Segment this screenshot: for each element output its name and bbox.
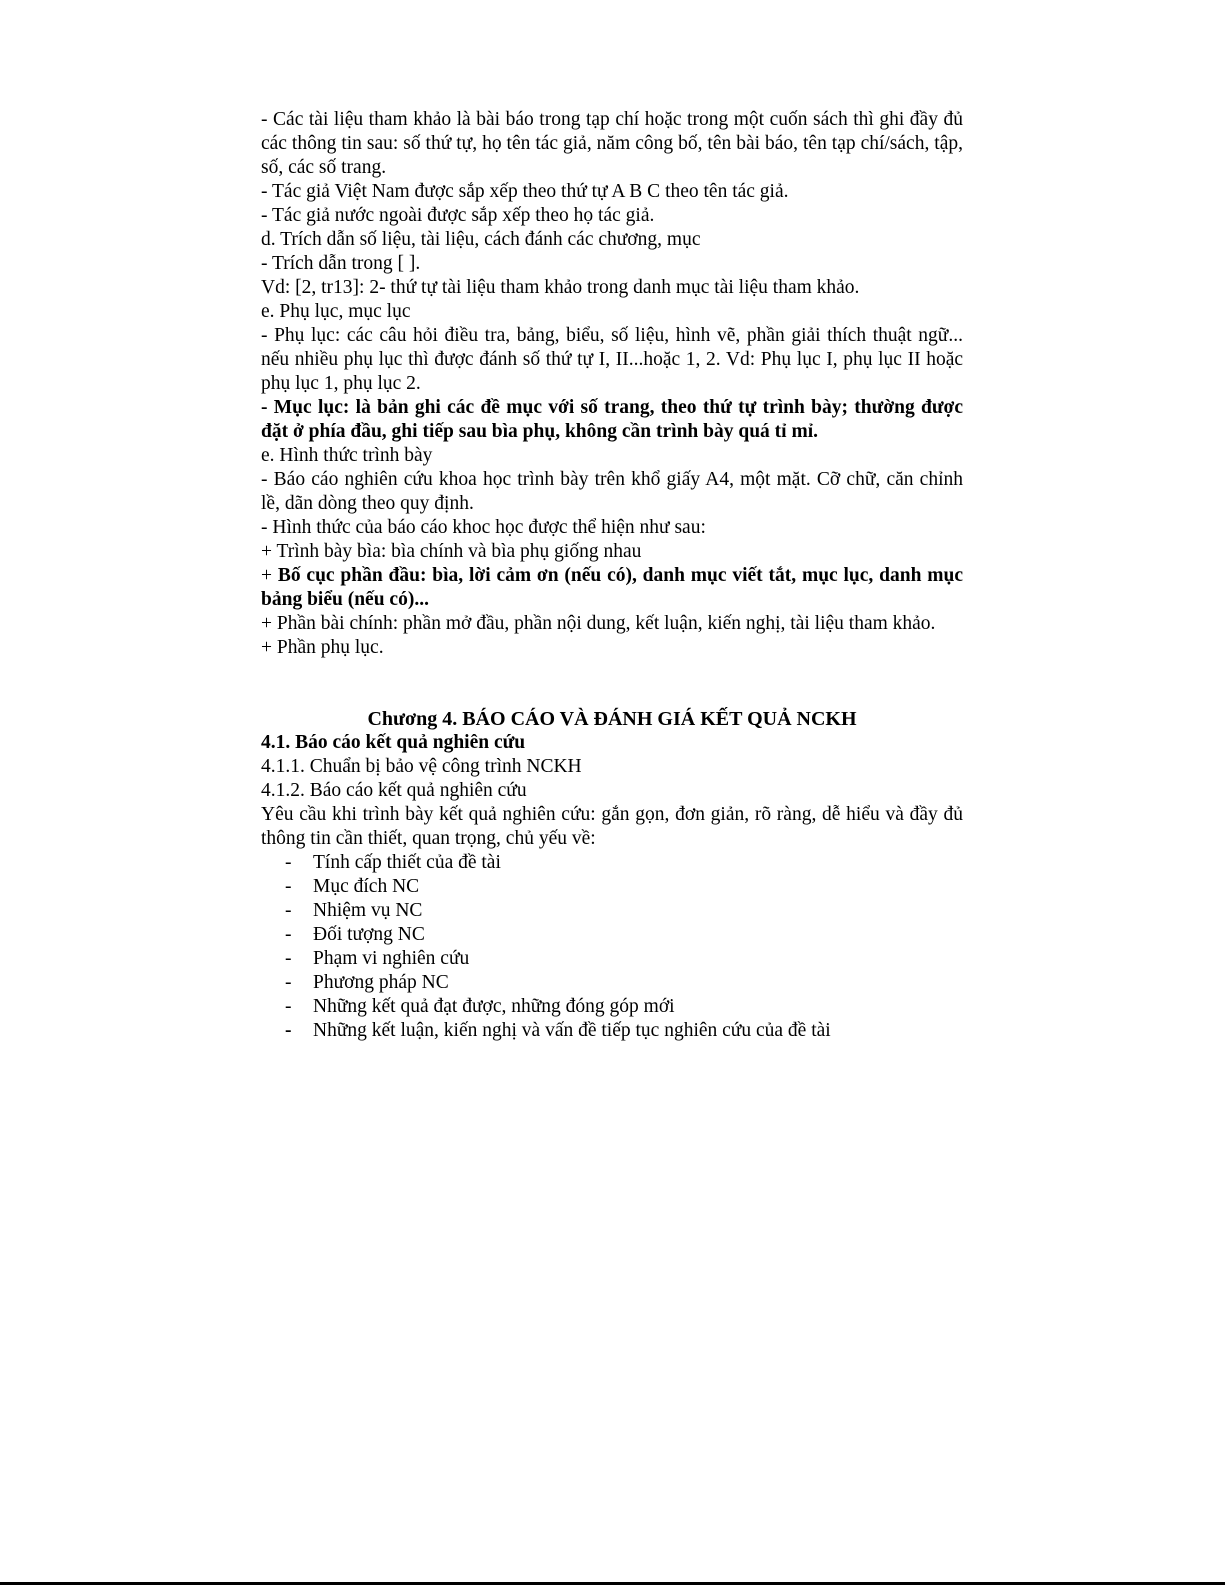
list-item xyxy=(261,899,963,923)
paragraph-citation-example: Vd: [2, tr13]: 2- thứ tự tài liệu tham khảo trong danh mục tài liệu tham khảo. xyxy=(261,277,860,298)
list-item xyxy=(261,851,963,875)
paragraph-appendix: - Phụ lục: các câu hỏi điều tra, bảng, biểu, số liệu, hình vẽ, phần giải thích thuật ngữ... nếu nhiều phụ lục thì được đánh số thứ tự I, II...hoặc 1, 2. Vd: Phụ lục I, phụ lục II hoặc phụ lục 1, phụ lục 2. xyxy=(261,325,963,394)
heading-citation: d. Trích dẫn số liệu, tài liệu, cách đánh các chương, mục xyxy=(261,229,701,250)
list-dash: - xyxy=(285,900,292,921)
list-item-text: Những kết luận, kiến nghị và vấn đề tiếp tục nghiên cứu của đề tài xyxy=(313,1020,831,1041)
list-dash: - xyxy=(285,876,292,897)
paragraph-table-of-contents: - Mục lục: là bản ghi các đề mục với số trang, theo thứ tự trình bày; thường được đặt ở phía đầu, ghi tiếp sau bìa phụ, không cần trình bày quá tỉ mỉ. xyxy=(261,397,963,442)
subsection-prepare: 4.1.1. Chuẩn bị bảo vệ công trình NCKH xyxy=(261,756,582,777)
requirements-list xyxy=(261,851,963,1043)
front-matter-prefix: + xyxy=(261,565,278,586)
list-item-text: Mục đích NC xyxy=(313,876,420,897)
document-page xyxy=(261,108,963,1043)
list-item xyxy=(261,875,963,899)
paragraph-cover: + Trình bày bìa: bìa chính và bìa phụ giống nhau xyxy=(261,541,642,562)
list-item-text: Những kết quả đạt được, những đóng góp mới xyxy=(313,996,675,1017)
paragraph-requirements: Yêu cầu khi trình bày kết quả nghiên cứu: gắn gọn, đơn giản, rõ ràng, dễ hiểu và đầy đủ thông tin cần thiết, quan trọng, chủ yếu về: xyxy=(261,804,963,849)
list-item xyxy=(261,923,963,947)
paragraph-a4-format: - Báo cáo nghiên cứu khoa học trình bày trên khổ giấy A4, một mặt. Cỡ chữ, căn chỉnh lề, dãn dòng theo quy định. xyxy=(261,469,963,514)
heading-appendix-toc: e. Phụ lục, mục lục xyxy=(261,301,411,322)
paragraph-appendix-part: + Phần phụ lục. xyxy=(261,637,384,658)
list-item xyxy=(261,971,963,995)
list-dash: - xyxy=(285,972,292,993)
list-item xyxy=(261,1019,963,1043)
paragraph-references-format: - Các tài liệu tham khảo là bài báo trong tạp chí hoặc trong một cuốn sách thì ghi đầy đủ các thông tin sau: số thứ tự, họ tên tác giả, năm công bố, tên bài báo, tên tạp chí/sách, tập, số, các số trang. xyxy=(261,109,963,178)
list-dash: - xyxy=(285,924,292,945)
list-dash: - xyxy=(285,996,292,1017)
list-dash: - xyxy=(285,948,292,969)
front-matter-bold: Bố cục phần đầu: bìa, lời cảm ơn (nếu có), danh mục viết tắt, mục lục, danh mục bảng biểu (nếu có)... xyxy=(261,565,963,610)
section-heading: 4.1. Báo cáo kết quả nghiên cứu xyxy=(261,732,526,753)
list-item-text: Tính cấp thiết của đề tài xyxy=(313,852,501,873)
paragraph-main-body: + Phần bài chính: phần mở đầu, phần nội dung, kết luận, kiến nghị, tài liệu tham khảo. xyxy=(261,613,936,634)
list-dash: - xyxy=(285,852,292,873)
heading-presentation-form: e. Hình thức trình bày xyxy=(261,445,433,466)
list-item-text: Đối tượng NC xyxy=(313,924,425,945)
chapter-title: Chương 4. BÁO CÁO VÀ ĐÁNH GIÁ KẾT QUẢ NCKH xyxy=(367,708,857,730)
list-item xyxy=(261,995,963,1019)
paragraph-citation-brackets: - Trích dẫn trong [ ]. xyxy=(261,253,421,274)
list-item xyxy=(261,947,963,971)
list-item-text: Nhiệm vụ NC xyxy=(313,900,423,921)
paragraph-front-matter xyxy=(261,564,963,612)
paragraph-vietnamese-authors: - Tác giả Việt Nam được sắp xếp theo thứ tự A B C theo tên tác giả. xyxy=(261,181,789,202)
paragraph-report-form: - Hình thức của báo cáo khoc học được thể hiện như sau: xyxy=(261,517,706,538)
list-item-text: Phương pháp NC xyxy=(313,972,449,993)
paragraph-foreign-authors: - Tác giả nước ngoài được sắp xếp theo họ tác giả. xyxy=(261,205,655,226)
list-item-text: Phạm vi nghiên cứu xyxy=(313,948,470,969)
subsection-report: 4.1.2. Báo cáo kết quả nghiên cứu xyxy=(261,780,527,801)
list-dash: - xyxy=(285,1020,292,1041)
